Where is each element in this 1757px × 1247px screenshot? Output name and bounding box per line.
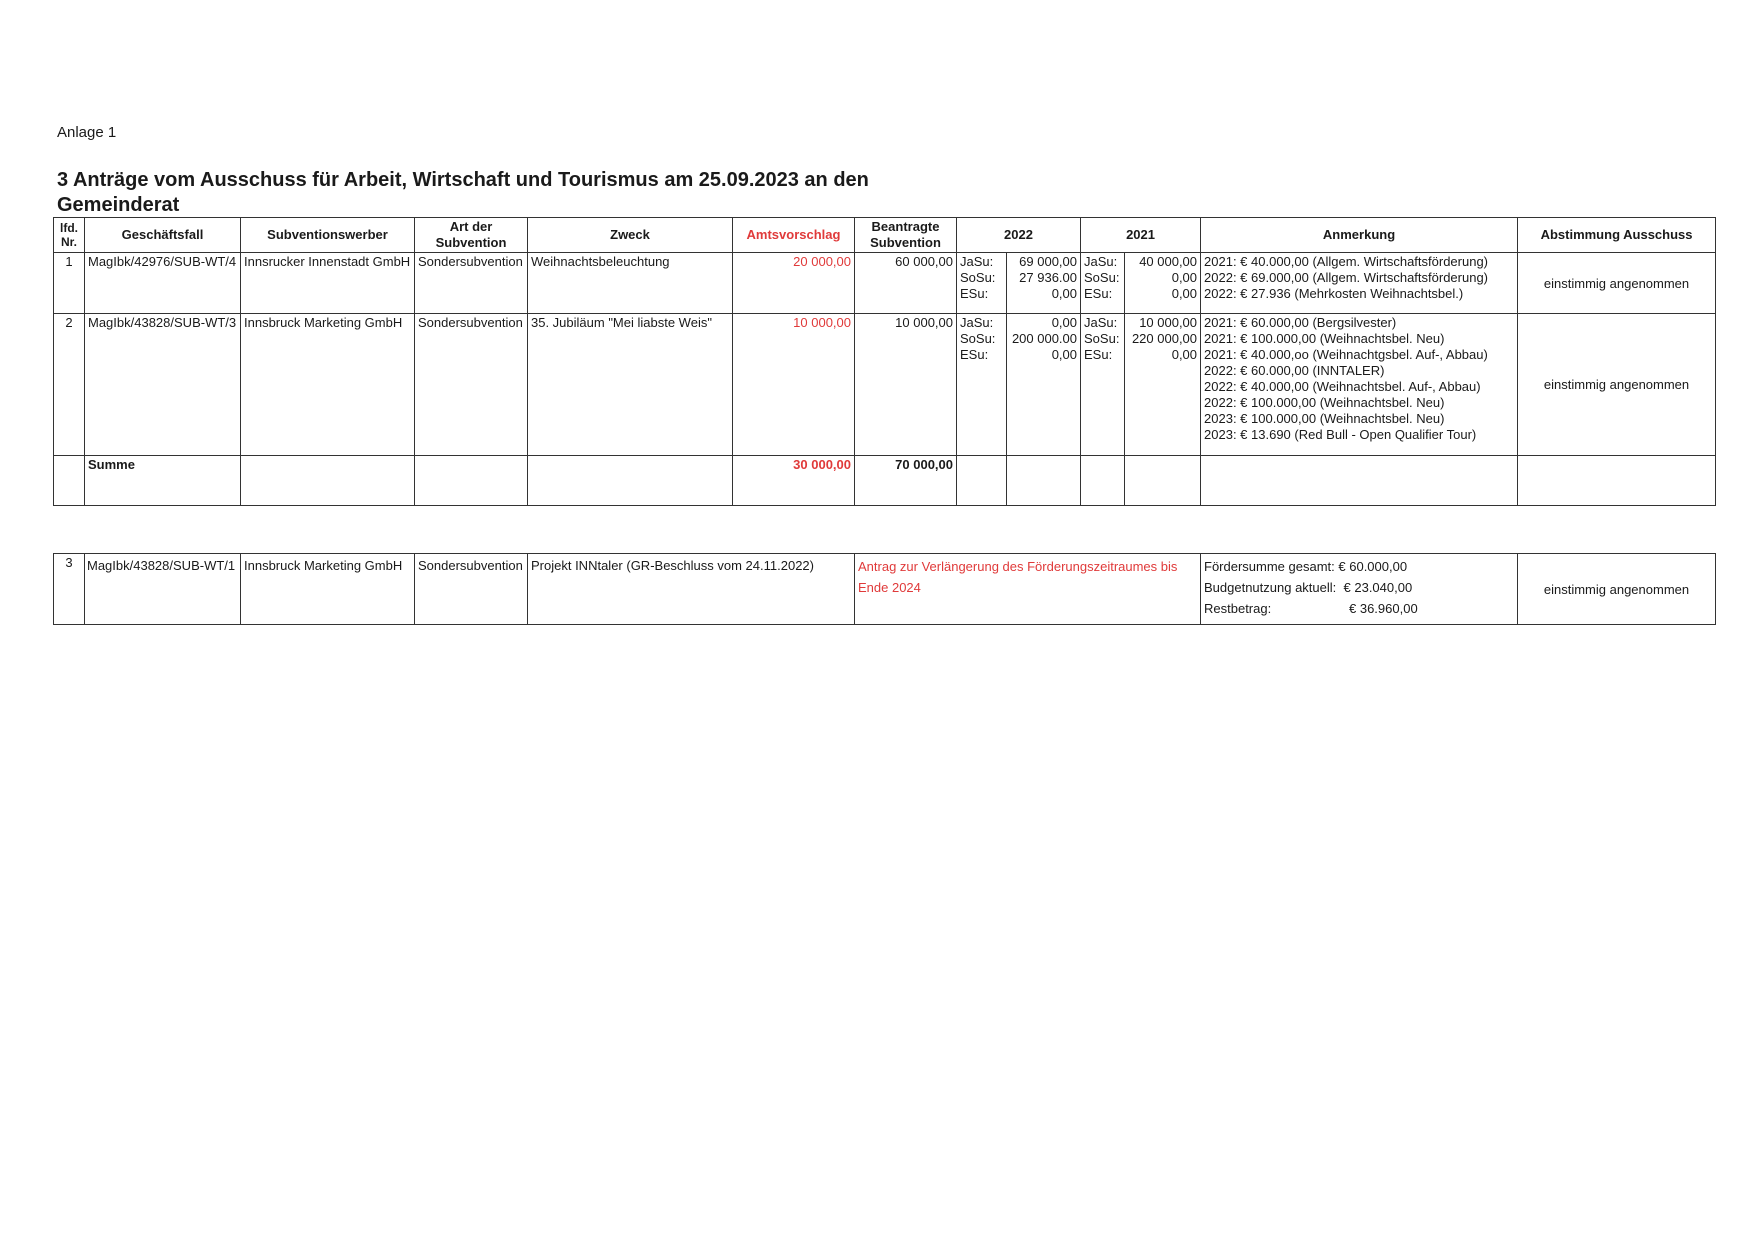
- label-sosu: SoSu:: [1084, 331, 1120, 346]
- header-beantragt: Beantragte Subvention: [855, 218, 957, 253]
- note-line: 2022: € 40.000,00 (Weihnachtsbel. Auf-, Abbau): [1204, 379, 1481, 394]
- row-abstimmung: einstimmig angenommen: [1518, 314, 1716, 456]
- row-abstimmung: einstimmig angenommen: [1518, 554, 1716, 625]
- row-nr: 1: [54, 253, 85, 314]
- row-anmerkung: [1201, 314, 1518, 456]
- table-row: [54, 314, 1716, 456]
- row-werber: Innsbruck Marketing GmbH: [241, 554, 415, 625]
- budget-rest: [1204, 598, 1514, 619]
- row-nr: 3: [54, 554, 85, 625]
- label-esu: ESu:: [1084, 347, 1113, 362]
- header-2022: 2022: [957, 218, 1081, 253]
- row-2021-values: [1125, 314, 1201, 456]
- label-jasu: JaSu:: [1084, 315, 1118, 330]
- value-jasu: 40 000,00: [1139, 254, 1198, 269]
- budget-used: [1204, 577, 1514, 598]
- table-row: [54, 253, 1716, 314]
- attachment-label: Anlage 1: [57, 124, 117, 141]
- label-sosu: SoSu:: [1084, 270, 1120, 285]
- header-amtsvorschlag: Amtsvorschlag: [733, 218, 855, 253]
- header-art: Art der Subvention: [415, 218, 528, 253]
- header-abstimmung: Abstimmung Ausschuss: [1518, 218, 1716, 253]
- value-esu: 0,00: [1171, 286, 1198, 301]
- sum-row: [54, 456, 1716, 506]
- row-geschaeftsfall: MagIbk/42976/SUB-WT/4: [85, 253, 241, 314]
- row-werber: Innsbruck Marketing GmbH: [241, 314, 415, 456]
- header-2021: 2021: [1081, 218, 1201, 253]
- value-jasu: 0,00: [1051, 315, 1078, 330]
- row-abstimmung: einstimmig angenommen: [1518, 253, 1716, 314]
- row-anmerkung: [1201, 253, 1518, 314]
- value-jasu: 10 000,00: [1139, 315, 1198, 330]
- value-sosu: 220 000,00: [1131, 331, 1198, 346]
- value-jasu: 69 000,00: [1019, 254, 1078, 269]
- row-2022-labels: [957, 314, 1007, 456]
- row-werber: Innsrucker Innenstadt GmbH: [241, 253, 415, 314]
- note-line: 2022: € 100.000,00 (Weihnachtsbel. Neu): [1204, 395, 1445, 410]
- budget-rest-label: Restbetrag:: [1204, 601, 1272, 616]
- note-line: 2022: € 60.000,00 (INNTALER): [1204, 363, 1385, 378]
- row-amtsvorschlag: 10 000,00: [733, 314, 855, 456]
- header-nr: lfd. Nr.: [54, 218, 85, 253]
- note-line: 2023: € 13.690 (Red Bull - Open Qualifier Tour): [1204, 427, 1477, 442]
- label-jasu: JaSu:: [960, 315, 994, 330]
- sum-beantragt: 70 000,00: [855, 456, 957, 506]
- note-line: 2021: € 40.000,oo (Weihnachtgsbel. Auf-, Abbau): [1204, 347, 1488, 362]
- subsidy-table: [53, 217, 1716, 506]
- row-2022-values: [1007, 314, 1081, 456]
- note-line: 2022: € 69.000,00 (Allgem. Wirtschaftsförderung): [1204, 270, 1489, 285]
- row-art: Sondersubvention: [415, 253, 528, 314]
- budget-used-label: Budgetnutzung aktuell:: [1204, 580, 1337, 595]
- header-zweck: Zweck: [528, 218, 733, 253]
- sum-amtsvorschlag: 30 000,00: [733, 456, 855, 506]
- row-zweck: Projekt INNtaler (GR-Beschluss vom 24.11.2022): [528, 554, 855, 625]
- header-anmerkung: Anmerkung: [1201, 218, 1518, 253]
- row-art: Sondersubvention: [415, 554, 528, 625]
- row-geschaeftsfall: MagIbk/43828/SUB-WT/3: [85, 314, 241, 456]
- row-2021-values: [1125, 253, 1201, 314]
- note-line: 2022: € 27.936 (Mehrkosten Weihnachtsbel.): [1204, 286, 1464, 301]
- budget-rest-value: € 36.960,00: [1349, 601, 1418, 616]
- value-esu: 0,00: [1051, 286, 1078, 301]
- note-line: 2021: € 60.000,00 (Bergsilvester): [1204, 315, 1397, 330]
- note-line: 2021: € 40.000,00 (Allgem. Wirtschaftsförderung): [1204, 254, 1489, 269]
- value-sosu: 27 936.00: [1019, 270, 1078, 285]
- row-2021-labels: [1081, 314, 1125, 456]
- label-esu: ESu:: [960, 347, 989, 362]
- header-werber: Subventionswerber: [241, 218, 415, 253]
- page-title: 3 Anträge vom Ausschuss für Arbeit, Wirtschaft und Tourismus am 25.09.2023 an den Gemeinderat: [57, 169, 869, 216]
- value-sosu: 0,00: [1171, 270, 1198, 285]
- row-2022-labels: [957, 253, 1007, 314]
- budget-total-value: € 60.000,00: [1338, 559, 1408, 574]
- sum-label: Summe: [85, 456, 241, 506]
- row-geschaeftsfall: MagIbk/43828/SUB-WT/1: [85, 554, 241, 625]
- header-geschaeftsfall: Geschäftsfall: [85, 218, 241, 253]
- extension-table: [53, 553, 1716, 625]
- header-row: [54, 218, 1716, 253]
- row-2022-values: [1007, 253, 1081, 314]
- row-beantragt: 60 000,00: [855, 253, 957, 314]
- value-esu: 0,00: [1051, 347, 1078, 362]
- note-line: 2021: € 100.000,00 (Weihnachtsbel. Neu): [1204, 331, 1445, 346]
- row-zweck: Weihnachtsbeleuchtung: [528, 253, 733, 314]
- row-antrag: Antrag zur Verlängerung des Förderungszeitraumes bis Ende 2024: [855, 554, 1201, 625]
- value-sosu: 200 000.00: [1011, 331, 1078, 346]
- row-2021-labels: [1081, 253, 1125, 314]
- budget-total-label: Fördersumme gesamt:: [1204, 559, 1335, 574]
- label-esu: ESu:: [960, 286, 989, 301]
- label-sosu: SoSu:: [960, 331, 996, 346]
- row-art: Sondersubvention: [415, 314, 528, 456]
- label-jasu: JaSu:: [960, 254, 994, 269]
- row-beantragt: 10 000,00: [855, 314, 957, 456]
- table-row: [54, 554, 1716, 625]
- row-zweck: 35. Jubiläum "Mei liabste Weis": [528, 314, 733, 456]
- row-budget: [1201, 554, 1518, 625]
- label-jasu: JaSu:: [1084, 254, 1118, 269]
- label-esu: ESu:: [1084, 286, 1113, 301]
- budget-used-value: € 23.040,00: [1343, 580, 1413, 595]
- row-nr: 2: [54, 314, 85, 456]
- note-line: 2023: € 100.000,00 (Weihnachtsbel. Neu): [1204, 411, 1445, 426]
- row-amtsvorschlag: 20 000,00: [733, 253, 855, 314]
- budget-total: [1204, 556, 1514, 577]
- label-sosu: SoSu:: [960, 270, 996, 285]
- value-esu: 0,00: [1171, 347, 1198, 362]
